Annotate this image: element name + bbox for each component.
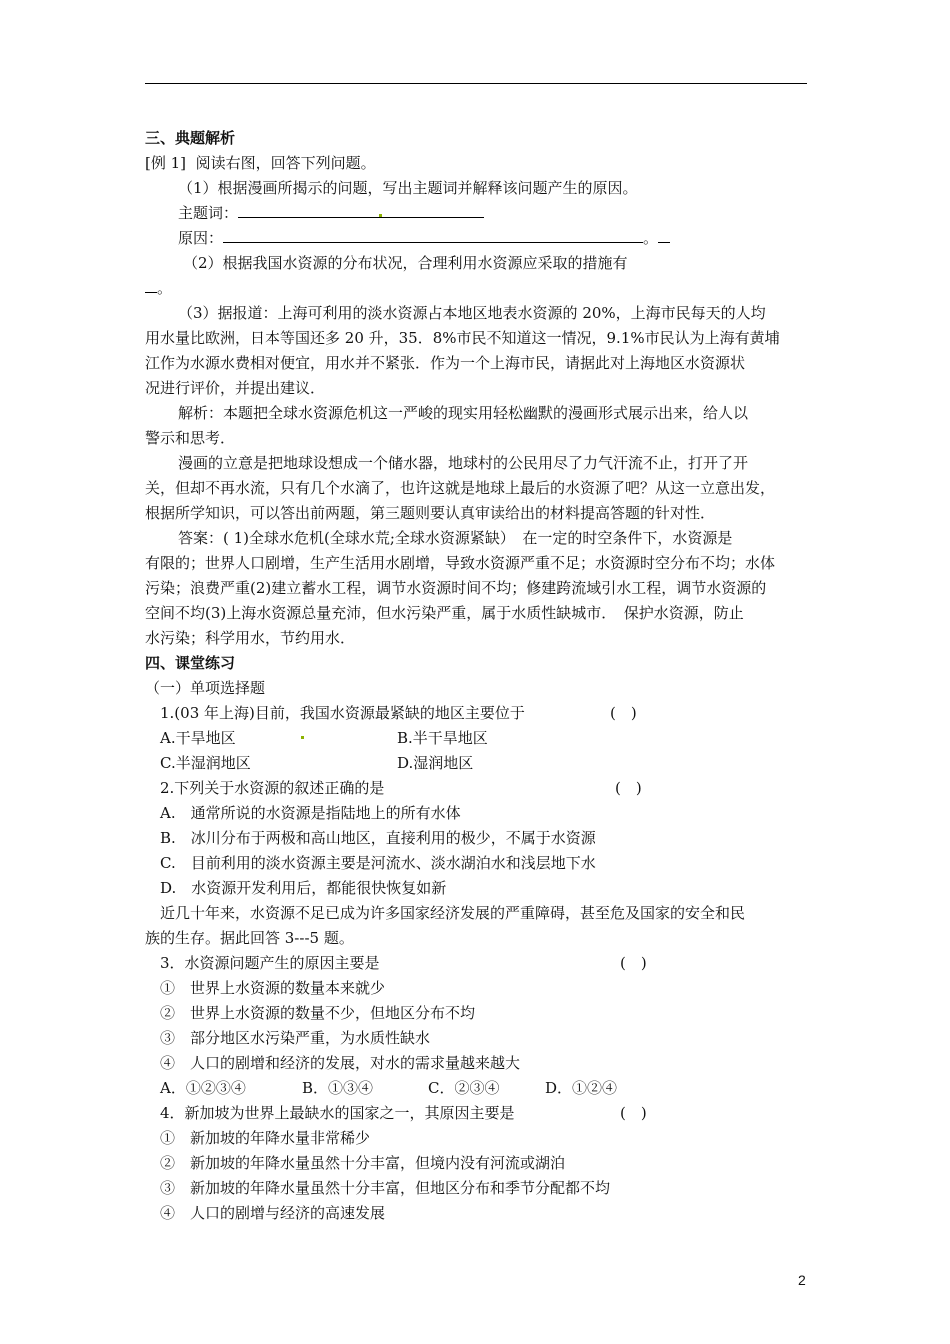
q3-item: ③ 部分地区水污染严重，为水质性缺水 [160,1029,431,1047]
q2-end-line [145,278,172,298]
q3-text-line: （3）据报道：上海可利用的淡水资源占本地区地表水资源的 20%，上海市民每天的人均 [178,304,766,322]
q2-option: C. 目前利用的淡水资源主要是河流水、淡水湖泊水和浅层地下水 [160,854,596,872]
scan-artifact [379,214,382,217]
keyword-label: 主题词： [178,204,239,222]
idea-line: 根据所学知识，可以答出前两题，第三题则要认真审读给出的材料提高答题的针对性． [145,504,716,522]
q4-item: ④ 人口的剧增与经济的高速发展 [160,1204,386,1222]
q4-item: ② 新加坡的年降水量虽然十分丰富，但境内没有河流或湖泊 [160,1154,566,1172]
q1-prompt: （1）根据漫画所揭示的问题，写出主题词并解释该问题产生的原因。 [178,179,638,197]
q3-stem: 3．水资源问题产生的原因主要是 [160,954,380,972]
answer-line: 有限的；世界人口剧增，生产生活用水剧增，导致水资源严重不足；水资源时空分布不均；水体 [145,554,776,572]
header-rule [145,83,807,84]
intro-line: 近几十年来，水资源不足已成为许多国家经济发展的严重障碍，甚至危及国家的安全和民 [160,904,746,922]
q3-option-b: B．①③④ [302,1079,374,1097]
sub-heading: （一）单项选择题 [145,679,266,697]
q3-item: ② 世界上水资源的数量不少，但地区分布不均 [160,1004,476,1022]
reason-label: 原因： [178,229,224,247]
q3-answer-paren: ( ) [620,954,647,972]
example-tag: [例 1] [145,154,187,172]
scan-artifact [301,736,304,739]
example-intro: 阅读右图，回答下列问题。 [195,154,376,172]
q3-option-c: C．②③④ [428,1079,500,1097]
q2-option: D. 水资源开发利用后，都能很快恢复如新 [160,879,447,897]
q3-option-a: A．①②③④ [160,1079,246,1097]
section3-heading: 三、典题解析 [145,129,236,147]
answer-line: 空间不均(3)上海水资源总量充沛，但水污染严重，属于水质性缺城市． 保护水资源，防止 [145,604,744,622]
reason-line [178,228,670,248]
idea-line: 关，但却不再水流，只有几个水滴了，也许这就是地球上最后的水资源了吧？从这一立意出发， [145,479,776,497]
answer-line: 污染；浪费严重(2)建立蓄水工程，调节水资源时间不均；修建跨流域引水工程，调节水资源的 [145,579,767,597]
q3-item: ① 世界上水资源的数量本来就少 [160,979,386,997]
keyword-line [178,203,484,223]
q3-text-line: 江作为水源水费相对便宜，用水并不紧张．作为一个上海市民，请据此对上海地区水资源状 [145,354,746,372]
q2-text: （2）根据我国水资源的分布状况，合理利用水资源应采取的措施有 [183,254,628,272]
q3-item: ④ 人口的剧增和经济的发展，对水的需求量越来越大 [160,1054,521,1072]
q4-answer-paren: ( ) [620,1104,647,1122]
q2-option: B. 冰川分布于两极和高山地区，直接利用的极少，不属于水资源 [160,829,596,847]
q2-option: A. 通常所说的水资源是指陆地上的所有水体 [160,804,461,822]
analysis-line: 解析：本题把全球水资源危机这一严峻的现实用轻松幽默的漫画形式展示出来，给人以 [178,404,749,422]
keyword-blank [238,203,484,218]
q2-answer-paren: ( ) [615,779,642,797]
idea-line: 漫画的立意是把地球设想成一个储水器，地球村的公民用尽了力气汗流不止，打开了开 [178,454,749,472]
q3-option-d: D．①②④ [545,1079,618,1097]
q1-stem: 1.(03 年上海)目前，我国水资源最紧缺的地区主要位于 [160,704,525,722]
q1-option-d: D.湿润地区 [397,754,474,772]
reason-blank [223,228,643,243]
section4-heading: 四、课堂练习 [145,654,236,672]
answer-line: 水污染；科学用水，节约用水． [145,629,356,647]
example-line [145,153,376,173]
reason-blank-tail [658,228,670,243]
intro-line: 族的生存。据此回答 3---5 题。 [145,929,354,947]
reason-end: 。 [643,229,659,247]
q1-answer-paren: ( ) [610,704,637,722]
q4-stem: 4．新加坡为世界上最缺水的国家之一，其原因主要是 [160,1104,515,1122]
answer-line: 答案：( 1)全球水危机(全球水荒;全球水资源紧缺） 在一定的时空条件下，水资源是 [178,529,733,547]
q1-option-a: A.干旱地区 [160,729,236,747]
page-number: 2 [798,1272,806,1288]
analysis-line: 警示和思考． [145,429,236,447]
q4-item: ③ 新加坡的年降水量虽然十分丰富，但地区分布和季节分配都不均 [160,1179,611,1197]
q2-blank [145,280,157,293]
q4-item: ① 新加坡的年降水量非常稀少 [160,1129,371,1147]
q3-text-line: 况进行评价，并提出建议． [145,379,326,397]
q1-option-c: C.半湿润地区 [160,754,251,772]
q1-option-b: B.半干旱地区 [397,729,488,747]
q2-stem: 2.下列关于水资源的叙述正确的是 [160,779,385,797]
q2-end: 。 [157,279,173,297]
q2-line [145,253,805,273]
q3-text-line: 用水量比欧洲，日本等国还多 20 升，35．8%市民不知道这一情况，9.1%市民认为上海有黄埔 [145,329,780,347]
